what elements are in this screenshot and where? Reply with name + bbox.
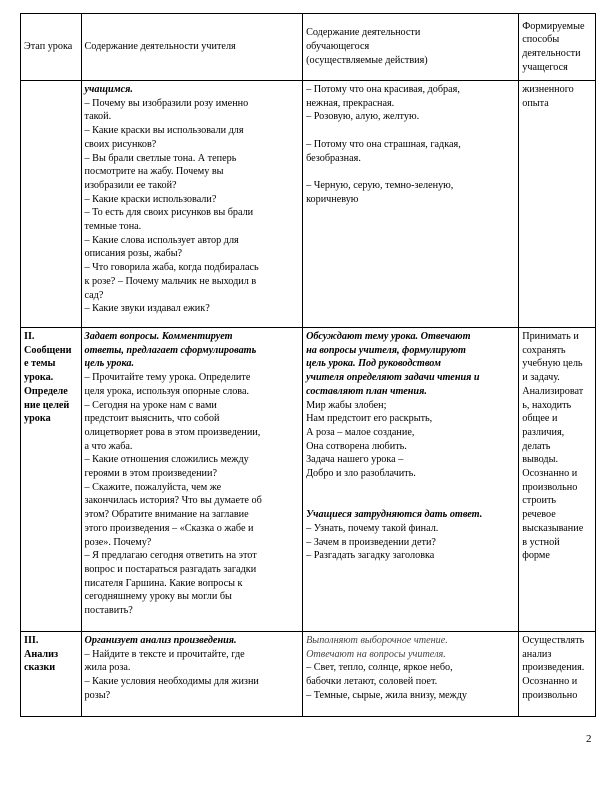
header-row <box>21 14 596 81</box>
row1-teacher-line: такой. <box>84 111 112 123</box>
row2-teacher-line: – Скажите, пожалуйста, чем же <box>84 481 222 493</box>
row1-teacher-line: – То есть для своих рисунков вы брали <box>84 207 254 219</box>
row3-student-line: – Темные, сырые, жила внизу, между <box>306 689 467 701</box>
row3-skills-line: произведения. <box>522 662 585 674</box>
row1-teacher-line: посмотрите на жабу. Почему вы <box>84 166 224 178</box>
row1-teacher-line: – Что говорила жаба, когда подбиралась <box>84 262 259 274</box>
row2-teacher-intro: ответы, предлагает сформулировать <box>84 344 257 356</box>
header-student <box>303 14 519 81</box>
row3-student-line: – Свет, тепло, солнце, яркое небо, <box>306 662 453 674</box>
row3-student <box>303 632 519 717</box>
row2-student-line: – Зачем в произведении дети? <box>306 536 436 548</box>
row2-skills-line: Принимать и <box>522 331 579 342</box>
row2-student-line: – Узнать, почему такой финал. <box>306 522 439 534</box>
row2-skills-line: различия, <box>522 426 565 438</box>
row2-student-intro: цель урока. Под руководством <box>306 358 441 370</box>
header-teacher: Содержание деятельности учителя <box>81 14 303 81</box>
row2-teacher-line: а что жаба. <box>84 440 133 452</box>
row2-skills-line: произвольно <box>522 481 578 493</box>
row2-poem-line: Она сотворена любить. <box>306 440 407 452</box>
row2-poem-line: А роза – малое создание, <box>306 426 415 438</box>
row2-stage <box>21 328 82 632</box>
row1-teacher-line: своих рисунков? <box>84 138 157 150</box>
row2-stage-line: е темы <box>24 358 56 370</box>
row2-skills-line: делать <box>522 440 551 452</box>
row1-student-line: коричневую <box>306 193 359 205</box>
row2-teacher-line: закончилась история? Что вы думаете об <box>84 495 262 507</box>
row2-skills-line: форме <box>522 550 550 562</box>
row3-student-line: бабочки летают, соловей поет. <box>306 676 438 688</box>
row1-stage <box>21 81 82 328</box>
row1-skills-line: опыта <box>522 97 549 109</box>
row2-teacher-line: – Прочитайте тему урока. Определите <box>84 372 251 384</box>
row2-teacher <box>81 328 303 632</box>
row2-poem-line: Добро и зло разоблачить. <box>306 468 416 480</box>
row1-teacher-line: описания розы, жабы? <box>84 248 183 260</box>
row1-student <box>303 81 519 328</box>
row2-student-intro: Обсуждают тему урока. Отвечают <box>306 331 471 342</box>
row2-teacher-line: вопрос и постараться разгадать загадки <box>84 563 257 575</box>
row1-teacher-line: учащимся. <box>84 84 133 95</box>
row2-student-intro: учителя определяют задачи чтения и <box>306 372 480 384</box>
row3-student-intro: Выполняют выборочное чтение. <box>306 635 448 646</box>
row2-teacher-line: – Какие отношения сложились между <box>84 454 249 466</box>
row2-skills-line: учебную цель <box>522 358 583 370</box>
row3-skills-line: произвольно <box>522 689 578 701</box>
row2-teacher-line: целя урока, используя опорные слова. <box>84 385 250 397</box>
row3-teacher-line: – Найдите в тексте и прочитайте, где <box>84 648 245 660</box>
row2-teacher-line: предстоит выяснить, что собой <box>84 413 220 425</box>
row2-student-intro: на вопросы учителя, формулируют <box>306 344 466 356</box>
row2-skills-line: в устной <box>522 536 560 548</box>
header-student-line: (осуществляемые действия) <box>306 54 428 66</box>
row2-student-intro: составляют план чтения. <box>306 385 427 397</box>
row2-teacher-line: поставить? <box>84 605 133 617</box>
row1-student-line: нежная, прекрасная. <box>306 97 395 109</box>
row1-teacher-line: – Какие слова использует автор для <box>84 234 239 246</box>
row1-teacher-line: изобразили ее такой? <box>84 179 177 191</box>
row2-student-line: – Разгадать загадку заголовка <box>306 550 435 562</box>
row3-teacher <box>81 632 303 717</box>
row3-skills-line: Осознанно и <box>522 676 578 688</box>
row1-student-line: безобразная. <box>306 152 361 164</box>
row2-stage-line: II. <box>24 331 35 342</box>
lesson-plan-page <box>20 13 596 717</box>
row3-teacher-line: розы? <box>84 689 111 701</box>
row3-stage-line: Анализ <box>24 648 59 660</box>
row2-skills <box>519 328 596 632</box>
row3-student-intro: Отвечают на вопросы учителя. <box>306 648 446 660</box>
row1-teacher-line: темные тона. <box>84 221 142 233</box>
header-skills-line: учащегося <box>522 61 568 73</box>
header-skills-line: Формируемые <box>522 20 585 32</box>
row2-teacher-line: этом? Обратите внимание на заглавие <box>84 509 249 521</box>
row2-student <box>303 328 519 632</box>
row2-teacher-line: этого произведения – «Сказка о жабе и <box>84 522 254 534</box>
row3-teacher-line: – Какие условия необходимы для жизни <box>84 676 259 688</box>
row2-skills-line: сохранять <box>522 344 566 356</box>
row2-teacher-line: героями в этом произведении? <box>84 468 217 480</box>
row2-teacher-line: – Я предлагаю сегодня ответить на этот <box>84 550 257 562</box>
row2-skills-line: выводы. <box>522 454 559 466</box>
header-skills-line: способы <box>522 34 560 46</box>
row1-skills <box>519 81 596 328</box>
row2-stage-line: Сообщени <box>24 344 72 356</box>
row2-poem-line: Задача нашего урока – <box>306 454 404 466</box>
row1-teacher-line: – Какие звуки издавал ежик? <box>84 303 210 315</box>
row2-skills-line: Анализироват <box>522 385 584 397</box>
lesson-plan-table <box>20 13 596 717</box>
row2-skills-line: высказывание <box>522 522 584 534</box>
row2-teacher-line: писателя Гаршина. Какие вопросы к <box>84 577 243 589</box>
header-student-line: Содержание деятельности <box>306 27 421 39</box>
row2-poem-line: Нам предстоит его раскрыть, <box>306 413 433 425</box>
row3-teacher-line: жила роза. <box>84 662 131 674</box>
row2-poem-line: Мир жабы злобен; <box>306 399 387 411</box>
row1-teacher <box>81 81 303 328</box>
row2-skills-line: и задачу. <box>522 372 560 384</box>
row2-stage-line: урока. <box>24 372 54 384</box>
row1-teacher-line: к розе? – Почему мальчик не выходил в <box>84 275 257 287</box>
row1-student-line: – Потому что она страшная, гадкая, <box>306 138 461 150</box>
row3-skills <box>519 632 596 717</box>
row1-teacher-line: сад? <box>84 289 104 301</box>
row-1 <box>21 81 596 328</box>
row-2 <box>21 328 596 632</box>
header-stage: Этап урока <box>21 14 82 81</box>
row2-skills-line: строить <box>522 495 557 507</box>
row2-teacher-line: розе». Почему? <box>84 536 152 548</box>
row3-stage-line: III. <box>24 635 39 646</box>
row1-student-line: – Потому что она красивая, добрая, <box>306 84 460 95</box>
row1-student-line: – Черную, серую, темно-зеленую, <box>306 179 454 191</box>
row2-student-intro2: Учащиеся затрудняются дать ответ. <box>306 509 483 521</box>
row1-teacher-line: – Какие краски вы использовали для <box>84 125 244 137</box>
row2-stage-line: урока <box>24 413 51 425</box>
row2-teacher-line: олицетворяет рова в этом произведении, <box>84 426 261 438</box>
row1-skills-line: жизненного <box>522 84 574 95</box>
row2-stage-line: ние целей <box>24 399 70 411</box>
row-3 <box>21 632 596 717</box>
row3-stage <box>21 632 82 717</box>
header-skills-line: деятельности <box>522 48 581 59</box>
page-number: 2 <box>586 733 592 745</box>
header-student-line: обучающегося <box>306 41 370 53</box>
row3-teacher-intro: Организует анализ произведения. <box>84 635 237 646</box>
row2-skills-line: ь, находить <box>522 399 572 411</box>
row1-teacher-line: – Какие краски использовали? <box>84 193 217 205</box>
row2-stage-line: Определе <box>24 385 68 397</box>
row2-teacher-intro: цель урока. <box>84 358 135 370</box>
row1-student-line: – Розовую, алую, желтую. <box>306 111 420 123</box>
row3-skills-line: анализ <box>522 648 552 660</box>
row2-skills-line: Осознанно и <box>522 468 578 480</box>
row1-teacher-line: – Вы брали светлые тона. А теперь <box>84 152 237 164</box>
row1-teacher-line: – Почему вы изобразили розу именно <box>84 97 249 109</box>
row2-teacher-line: – Сегодня на уроке нам с вами <box>84 399 217 411</box>
row3-stage-line: сказки <box>24 662 56 674</box>
row2-skills-line: речевое <box>522 509 556 521</box>
row2-teacher-intro: Задает вопросы. Комментирует <box>84 331 233 342</box>
header-skills <box>519 14 596 81</box>
row3-skills-line: Осуществлять <box>522 635 585 646</box>
row2-teacher-line: сегодняшнему уроку вы могли бы <box>84 591 232 603</box>
row2-skills-line: общее и <box>522 413 558 425</box>
